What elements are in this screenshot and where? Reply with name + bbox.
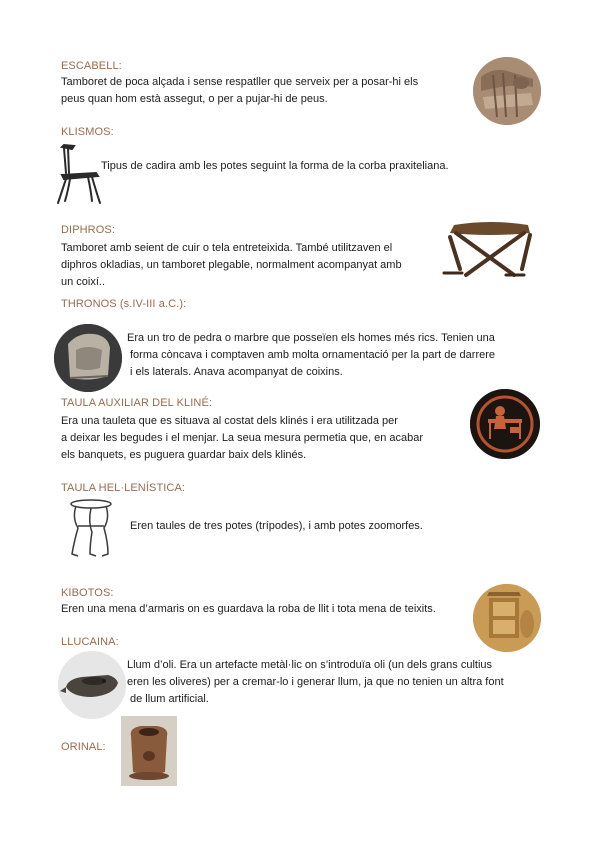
taula-hel-heading: TAULA HEL·LENÍSTICA: — [61, 482, 186, 494]
escabell-description — [61, 74, 418, 108]
llucaina-heading: LLUCAINA: — [61, 636, 119, 648]
diphros-heading: DIPHROS: — [61, 224, 115, 236]
text-line: Eren taules de tres potes (trípodes), i amb potes zoomorfes. — [130, 520, 423, 532]
text-line: un coixí.. — [61, 276, 106, 288]
taula-hel-description — [130, 518, 423, 535]
text-line: peus quan hom està assegut, o per a pujar-hi de peus. — [61, 93, 328, 105]
oil-lamp-icon — [58, 651, 126, 719]
klismos-heading: KLISMOS: — [61, 126, 114, 138]
orinal-heading: ORINAL: — [61, 741, 106, 753]
text-line: Tamboret amb seient de cuir o tela entreteixida. També utilitzaven el — [61, 242, 393, 254]
text-line: forma còncava i comptaven amb molta ornamentació per la part de darrere — [130, 349, 496, 361]
klismos-description — [101, 158, 449, 175]
taula-auxiliar-heading: TAULA AUXILIAR DEL KLINÉ: — [61, 397, 213, 409]
relief-carving-icon — [473, 57, 541, 125]
thronos-heading: THRONOS (s.IV-III a.C.): — [61, 298, 187, 310]
text-line: i els laterals. Anava acompanyat de coixins. — [130, 366, 343, 378]
text-line: els banquets, es puguera guardar baix dels klinés. — [61, 449, 307, 461]
text-line: Tipus de cadira amb les potes seguint la forma de la corba praxiteliana. — [101, 160, 449, 172]
text-line: Tamboret de poca alçada i sense respatller que serveix per a posar-hi els — [61, 76, 419, 88]
text-line: Era una tauleta que es situava al costat dels klinés i era utilitzada per — [61, 415, 398, 427]
klismos-chair-icon — [56, 143, 102, 207]
folding-stool-icon — [440, 215, 538, 281]
text-line: Llum d’oli. Era un artefacte metàl·lic on s’introduïa oli (un dels grans cultius — [127, 659, 493, 671]
escabell-heading: ESCABELL: — [61, 60, 122, 72]
cabinet-relief-icon — [473, 584, 541, 652]
taula-auxiliar-description — [61, 413, 423, 464]
thronos-description — [127, 330, 495, 381]
text-line: a deixar les begudes i el menjar. La seua mesura permetia que, en acabar — [61, 432, 423, 444]
chamber-pot-icon — [121, 716, 177, 786]
text-line: Eren una mena d’armaris on es guardava la roba de llit i tota mena de teixits. — [61, 603, 436, 615]
kibotos-heading: KIBOTOS: — [61, 587, 114, 599]
text-line: de llum artificial. — [130, 693, 209, 705]
red-figure-pottery-icon — [470, 389, 540, 459]
diphros-description — [61, 240, 402, 291]
tripod-table-icon — [66, 498, 116, 560]
text-line: eren les oliveres) per a cremar-lo i generar llum, ja que no tenien un altra font — [127, 676, 504, 688]
text-line: diphros okladias, un tamboret plegable, normalment acompanyat amb — [61, 259, 402, 271]
stone-throne-icon — [54, 324, 122, 392]
text-line: Era un tro de pedra o marbre que posseïen els homes més rics. Tenien una — [127, 332, 495, 344]
kibotos-description — [61, 601, 436, 618]
llucaina-description — [127, 657, 504, 708]
